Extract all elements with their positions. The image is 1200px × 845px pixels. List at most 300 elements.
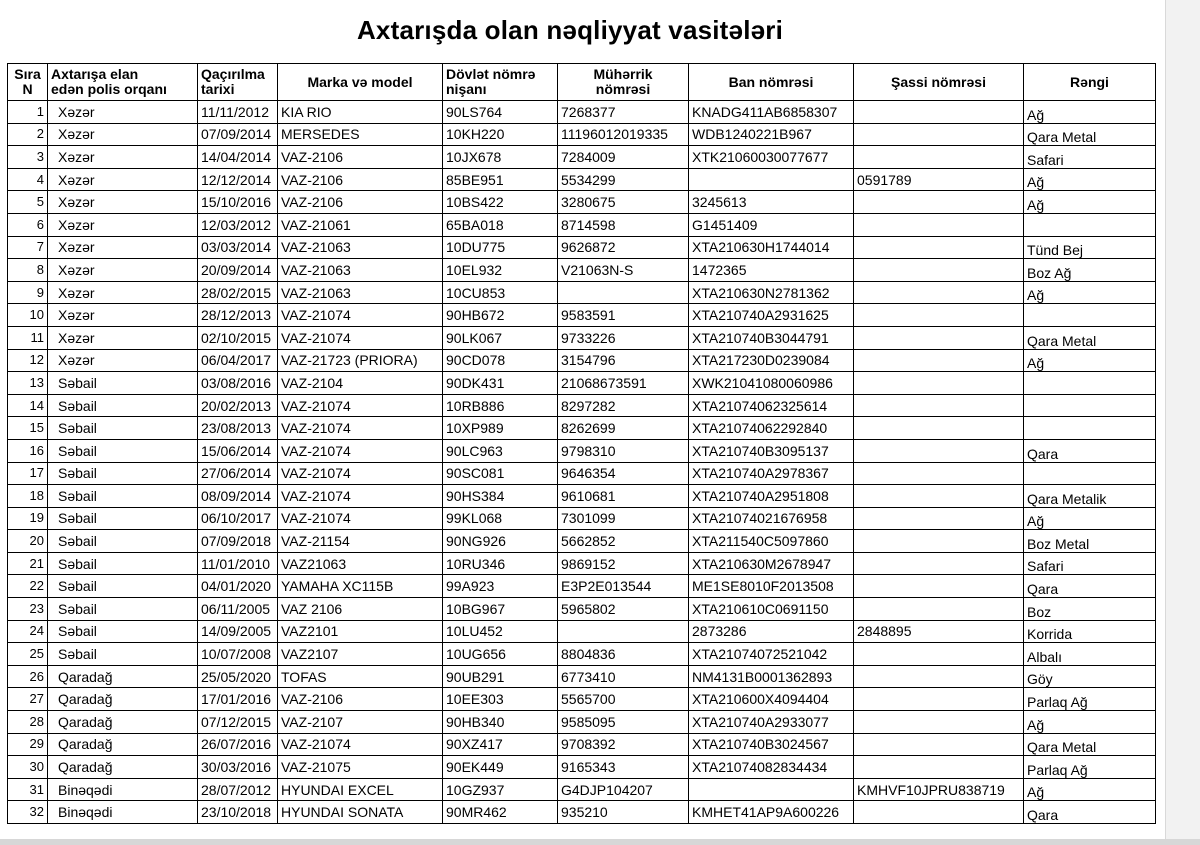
cell-make-model: VAZ-21061 [278, 213, 443, 236]
cell-chassis-number [854, 801, 1024, 824]
cell-color: Parlaq Ağ [1024, 756, 1156, 779]
table-row [8, 168, 1156, 191]
cell-engine-number: 9585095 [558, 711, 689, 734]
cell-plate-number: 10JX678 [443, 146, 558, 169]
col-header-body-number: Ban nömrəsi [689, 64, 854, 101]
wanted-vehicles-table [7, 63, 1156, 824]
cell-chassis-number [854, 665, 1024, 688]
cell-engine-number: 9583591 [558, 304, 689, 327]
cell-theft-date: 14/09/2005 [198, 620, 278, 643]
cell-body-number: XTA21074062292840 [689, 417, 854, 440]
cell-chassis-number [854, 372, 1024, 395]
cell-theft-date: 28/12/2013 [198, 304, 278, 327]
cell-number: 28 [8, 711, 48, 734]
cell-chassis-number [854, 101, 1024, 124]
cell-theft-date: 04/01/2020 [198, 575, 278, 598]
cell-plate-number: 10UG656 [443, 643, 558, 666]
table-row [8, 756, 1156, 779]
cell-body-number: XTA21074072521042 [689, 643, 854, 666]
cell-make-model: VAZ 2106 [278, 598, 443, 621]
cell-plate-number: 90HB672 [443, 304, 558, 327]
cell-color: Qara Metal [1024, 326, 1156, 349]
cell-chassis-number [854, 304, 1024, 327]
cell-police-authority: Səbail [48, 372, 198, 395]
cell-engine-number: 7284009 [558, 146, 689, 169]
cell-engine-number: 3154796 [558, 349, 689, 372]
table-row [8, 688, 1156, 711]
cell-body-number: WDB1240221B967 [689, 123, 854, 146]
cell-theft-date: 23/10/2018 [198, 801, 278, 824]
cell-number: 23 [8, 598, 48, 621]
cell-chassis-number [854, 575, 1024, 598]
cell-color [1024, 304, 1156, 327]
cell-plate-number: 90HB340 [443, 711, 558, 734]
cell-body-number: XTA21074082834434 [689, 756, 854, 779]
cell-chassis-number [854, 394, 1024, 417]
cell-engine-number: 5965802 [558, 598, 689, 621]
cell-engine-number: 9646354 [558, 462, 689, 485]
cell-chassis-number [854, 552, 1024, 575]
cell-theft-date: 10/07/2008 [198, 643, 278, 666]
cell-plate-number: 90UB291 [443, 665, 558, 688]
cell-number: 25 [8, 643, 48, 666]
table-row [8, 259, 1156, 282]
cell-plate-number: 90XZ417 [443, 733, 558, 756]
cell-number: 5 [8, 191, 48, 214]
col-header-engine-number: Mühərrik nömrəsi [558, 64, 689, 101]
cell-engine-number: 9733226 [558, 326, 689, 349]
cell-color: Qara [1024, 439, 1156, 462]
cell-engine-number: 5565700 [558, 688, 689, 711]
viewer-scroll-edge [1165, 0, 1200, 845]
cell-chassis-number [854, 191, 1024, 214]
cell-body-number: XTA21074062325614 [689, 394, 854, 417]
table-row [8, 462, 1156, 485]
cell-body-number: G1451409 [689, 213, 854, 236]
cell-engine-number: 7301099 [558, 507, 689, 530]
cell-body-number: KNADG411AB6858307 [689, 101, 854, 124]
cell-theft-date: 14/04/2014 [198, 146, 278, 169]
cell-chassis-number: KMHVF10JPRU838719 [854, 778, 1024, 801]
cell-police-authority: Səbail [48, 552, 198, 575]
cell-make-model: HYUNDAI EXCEL [278, 778, 443, 801]
cell-body-number: XTA211540C5097860 [689, 530, 854, 553]
cell-color: Boz Metal [1024, 530, 1156, 553]
cell-theft-date: 07/09/2014 [198, 123, 278, 146]
cell-body-number: XTA210600X4094404 [689, 688, 854, 711]
cell-make-model: VAZ-21074 [278, 417, 443, 440]
cell-body-number: XTA210740B3044791 [689, 326, 854, 349]
cell-engine-number: G4DJP104207 [558, 778, 689, 801]
cell-engine-number: 8714598 [558, 213, 689, 236]
cell-color: Qara Metal [1024, 733, 1156, 756]
table-row [8, 281, 1156, 304]
cell-police-authority: Səbail [48, 439, 198, 462]
cell-number: 7 [8, 236, 48, 259]
cell-theft-date: 12/12/2014 [198, 168, 278, 191]
table-row [8, 394, 1156, 417]
cell-color: Ağ [1024, 711, 1156, 734]
cell-plate-number: 10XP989 [443, 417, 558, 440]
table-row [8, 733, 1156, 756]
cell-body-number [689, 778, 854, 801]
cell-number: 15 [8, 417, 48, 440]
cell-engine-number [558, 281, 689, 304]
cell-make-model: VAZ-21075 [278, 756, 443, 779]
cell-theft-date: 11/11/2012 [198, 101, 278, 124]
cell-plate-number: 10EL932 [443, 259, 558, 282]
cell-number: 9 [8, 281, 48, 304]
cell-plate-number: 10LU452 [443, 620, 558, 643]
cell-police-authority: Səbail [48, 462, 198, 485]
cell-number: 29 [8, 733, 48, 756]
cell-color: Ağ [1024, 507, 1156, 530]
cell-plate-number: 90HS384 [443, 485, 558, 508]
cell-make-model: VAZ-2107 [278, 711, 443, 734]
cell-engine-number: 935210 [558, 801, 689, 824]
cell-engine-number: 8297282 [558, 394, 689, 417]
col-header-police-authority: Axtarışa elan edən polis orqanı [48, 64, 198, 101]
cell-body-number: XWK21041080060986 [689, 372, 854, 395]
cell-engine-number: V21063N-S [558, 259, 689, 282]
cell-make-model: VAZ-21063 [278, 281, 443, 304]
cell-make-model: VAZ-21074 [278, 507, 443, 530]
table-row [8, 439, 1156, 462]
cell-theft-date: 15/06/2014 [198, 439, 278, 462]
cell-number: 22 [8, 575, 48, 598]
cell-make-model: VAZ21063 [278, 552, 443, 575]
table-row [8, 620, 1156, 643]
cell-make-model: VAZ-21074 [278, 733, 443, 756]
header-row [8, 64, 1156, 101]
cell-color: Qara Metalik [1024, 485, 1156, 508]
cell-theft-date: 20/02/2013 [198, 394, 278, 417]
cell-engine-number: 9165343 [558, 756, 689, 779]
col-header-plate-number: Dövlət nömrə nişanı [443, 64, 558, 101]
cell-color: Ağ [1024, 168, 1156, 191]
cell-number: 10 [8, 304, 48, 327]
table-row [8, 101, 1156, 124]
cell-color: Ağ [1024, 349, 1156, 372]
table-row [8, 552, 1156, 575]
cell-color: Qara Metal [1024, 123, 1156, 146]
cell-number: 11 [8, 326, 48, 349]
cell-color: Ağ [1024, 281, 1156, 304]
cell-theft-date: 26/07/2016 [198, 733, 278, 756]
cell-police-authority: Binəqədi [48, 778, 198, 801]
cell-number: 21 [8, 552, 48, 575]
cell-number: 17 [8, 462, 48, 485]
cell-make-model: TOFAS [278, 665, 443, 688]
cell-body-number: KMHET41AP9A600226 [689, 801, 854, 824]
cell-plate-number: 10RB886 [443, 394, 558, 417]
cell-police-authority: Qaradağ [48, 756, 198, 779]
cell-theft-date: 07/12/2015 [198, 711, 278, 734]
cell-make-model: VAZ-21074 [278, 485, 443, 508]
table-row [8, 530, 1156, 553]
cell-color: Ağ [1024, 191, 1156, 214]
cell-police-authority: Binəqədi [48, 801, 198, 824]
table-row [8, 349, 1156, 372]
cell-chassis-number [854, 733, 1024, 756]
cell-chassis-number [854, 688, 1024, 711]
cell-number: 4 [8, 168, 48, 191]
cell-color: Ağ [1024, 101, 1156, 124]
cell-plate-number: 90MR462 [443, 801, 558, 824]
cell-color: Safari [1024, 146, 1156, 169]
cell-plate-number: 65BA018 [443, 213, 558, 236]
cell-color [1024, 462, 1156, 485]
cell-plate-number: 99A923 [443, 575, 558, 598]
cell-theft-date: 08/09/2014 [198, 485, 278, 508]
cell-body-number: ME1SE8010F2013508 [689, 575, 854, 598]
cell-chassis-number [854, 643, 1024, 666]
cell-number: 30 [8, 756, 48, 779]
cell-theft-date: 27/06/2014 [198, 462, 278, 485]
cell-color [1024, 213, 1156, 236]
cell-make-model: YAMAHA XC115B [278, 575, 443, 598]
cell-theft-date: 30/03/2016 [198, 756, 278, 779]
cell-police-authority: Xəzər [48, 191, 198, 214]
cell-police-authority: Xəzər [48, 349, 198, 372]
cell-theft-date: 20/09/2014 [198, 259, 278, 282]
cell-plate-number: 85BE951 [443, 168, 558, 191]
cell-make-model: VAZ-2104 [278, 372, 443, 395]
cell-body-number: XTA210630M2678947 [689, 552, 854, 575]
cell-make-model: VAZ-21074 [278, 394, 443, 417]
cell-make-model: VAZ-21063 [278, 259, 443, 282]
cell-body-number: XTA210630H1744014 [689, 236, 854, 259]
cell-theft-date: 02/10/2015 [198, 326, 278, 349]
cell-color [1024, 417, 1156, 440]
cell-police-authority: Səbail [48, 620, 198, 643]
table-row [8, 643, 1156, 666]
table-row [8, 417, 1156, 440]
cell-make-model: VAZ-21074 [278, 326, 443, 349]
cell-chassis-number [854, 417, 1024, 440]
cell-engine-number [558, 620, 689, 643]
cell-number: 12 [8, 349, 48, 372]
cell-engine-number: 8804836 [558, 643, 689, 666]
cell-chassis-number [854, 236, 1024, 259]
cell-theft-date: 06/10/2017 [198, 507, 278, 530]
cell-police-authority: Qaradağ [48, 688, 198, 711]
table-row [8, 598, 1156, 621]
cell-chassis-number [854, 462, 1024, 485]
cell-make-model: VAZ-2106 [278, 191, 443, 214]
cell-plate-number: 90EK449 [443, 756, 558, 779]
cell-police-authority: Xəzər [48, 146, 198, 169]
cell-make-model: VAZ-2106 [278, 688, 443, 711]
cell-color: Qara [1024, 801, 1156, 824]
cell-engine-number: 9869152 [558, 552, 689, 575]
cell-police-authority: Xəzər [48, 168, 198, 191]
cell-color: Korrida [1024, 620, 1156, 643]
cell-body-number: 1472365 [689, 259, 854, 282]
cell-engine-number: 11196012019335 [558, 123, 689, 146]
cell-body-number: 3245613 [689, 191, 854, 214]
cell-engine-number: 6773410 [558, 665, 689, 688]
cell-number: 24 [8, 620, 48, 643]
cell-engine-number: 9708392 [558, 733, 689, 756]
table-body [8, 101, 1156, 824]
table-row [8, 123, 1156, 146]
cell-theft-date: 15/10/2016 [198, 191, 278, 214]
cell-plate-number: 90CD078 [443, 349, 558, 372]
cell-plate-number: 90LC963 [443, 439, 558, 462]
table-row [8, 236, 1156, 259]
cell-chassis-number: 0591789 [854, 168, 1024, 191]
cell-theft-date: 23/08/2013 [198, 417, 278, 440]
cell-color: Qara [1024, 575, 1156, 598]
cell-number: 26 [8, 665, 48, 688]
cell-chassis-number [854, 756, 1024, 779]
cell-body-number: XTA210740A2951808 [689, 485, 854, 508]
table-row [8, 778, 1156, 801]
cell-police-authority: Səbail [48, 485, 198, 508]
cell-body-number: 2873286 [689, 620, 854, 643]
cell-color: Göy [1024, 665, 1156, 688]
cell-body-number: XTA210740A2931625 [689, 304, 854, 327]
cell-number: 13 [8, 372, 48, 395]
cell-number: 18 [8, 485, 48, 508]
cell-police-authority: Xəzər [48, 281, 198, 304]
cell-police-authority: Səbail [48, 575, 198, 598]
cell-theft-date: 25/05/2020 [198, 665, 278, 688]
cell-chassis-number [854, 711, 1024, 734]
cell-engine-number: 21068673591 [558, 372, 689, 395]
cell-chassis-number [854, 213, 1024, 236]
cell-engine-number: 5662852 [558, 530, 689, 553]
cell-police-authority: Qaradağ [48, 711, 198, 734]
cell-color: Ağ [1024, 778, 1156, 801]
table-row [8, 213, 1156, 236]
cell-police-authority: Səbail [48, 530, 198, 553]
cell-number: 14 [8, 394, 48, 417]
cell-theft-date: 06/04/2017 [198, 349, 278, 372]
cell-plate-number: 10DU775 [443, 236, 558, 259]
cell-plate-number: 90LS764 [443, 101, 558, 124]
cell-number: 6 [8, 213, 48, 236]
cell-chassis-number [854, 530, 1024, 553]
cell-color: Albalı [1024, 643, 1156, 666]
cell-police-authority: Səbail [48, 507, 198, 530]
cell-theft-date: 03/08/2016 [198, 372, 278, 395]
table-row [8, 146, 1156, 169]
cell-body-number: XTA210740A2933077 [689, 711, 854, 734]
table-row [8, 575, 1156, 598]
cell-color: Safari [1024, 552, 1156, 575]
cell-make-model: VAZ2101 [278, 620, 443, 643]
table-row [8, 372, 1156, 395]
table-row [8, 801, 1156, 824]
cell-body-number [689, 168, 854, 191]
table-row [8, 304, 1156, 327]
cell-body-number: XTA210630N2781362 [689, 281, 854, 304]
cell-engine-number: 8262699 [558, 417, 689, 440]
cell-body-number: XTK21060030077677 [689, 146, 854, 169]
cell-police-authority: Xəzər [48, 259, 198, 282]
cell-theft-date: 28/07/2012 [198, 778, 278, 801]
document-title: Axtarışda olan nəqliyyat vasitələri [356, 15, 784, 45]
cell-plate-number: 90DK431 [443, 372, 558, 395]
cell-number: 32 [8, 801, 48, 824]
cell-color: Boz Ağ [1024, 259, 1156, 282]
cell-make-model: MERSEDES [278, 123, 443, 146]
cell-plate-number: 10GZ937 [443, 778, 558, 801]
cell-police-authority: Xəzər [48, 326, 198, 349]
col-header-color: Rəngi [1024, 64, 1156, 101]
cell-engine-number: 5534299 [558, 168, 689, 191]
cell-make-model: VAZ-21074 [278, 304, 443, 327]
cell-chassis-number [854, 123, 1024, 146]
cell-chassis-number [854, 439, 1024, 462]
cell-body-number: XTA210740A2978367 [689, 462, 854, 485]
cell-body-number: XTA21074021676958 [689, 507, 854, 530]
cell-plate-number: 90SC081 [443, 462, 558, 485]
cell-body-number: XTA217230D0239084 [689, 349, 854, 372]
cell-chassis-number [854, 507, 1024, 530]
cell-police-authority: Səbail [48, 643, 198, 666]
cell-police-authority: Xəzər [48, 213, 198, 236]
cell-number: 2 [8, 123, 48, 146]
col-header-chassis-number: Şassi nömrəsi [854, 64, 1024, 101]
cell-body-number: NM4131B0001362893 [689, 665, 854, 688]
cell-make-model: VAZ-21074 [278, 462, 443, 485]
cell-police-authority: Xəzər [48, 236, 198, 259]
cell-body-number: XTA210740B3024567 [689, 733, 854, 756]
cell-plate-number: 10RU346 [443, 552, 558, 575]
table-row [8, 665, 1156, 688]
cell-chassis-number [854, 598, 1024, 621]
cell-make-model: VAZ2107 [278, 643, 443, 666]
cell-police-authority: Səbail [48, 394, 198, 417]
cell-make-model: VAZ-21723 (PRIORA) [278, 349, 443, 372]
cell-number: 19 [8, 507, 48, 530]
table-row [8, 326, 1156, 349]
cell-theft-date: 11/01/2010 [198, 552, 278, 575]
cell-make-model: VAZ-21063 [278, 236, 443, 259]
cell-make-model: VAZ-2106 [278, 146, 443, 169]
cell-theft-date: 17/01/2016 [198, 688, 278, 711]
cell-chassis-number: 2848895 [854, 620, 1024, 643]
table-row [8, 711, 1156, 734]
cell-theft-date: 06/11/2005 [198, 598, 278, 621]
cell-make-model: KIA RIO [278, 101, 443, 124]
cell-plate-number: 10EE303 [443, 688, 558, 711]
cell-plate-number: 10BS422 [443, 191, 558, 214]
cell-plate-number: 10CU853 [443, 281, 558, 304]
cell-chassis-number [854, 485, 1024, 508]
col-header-theft-date: Qaçırılma tarixi [198, 64, 278, 101]
cell-number: 27 [8, 688, 48, 711]
cell-police-authority: Xəzər [48, 123, 198, 146]
cell-plate-number: 90LK067 [443, 326, 558, 349]
cell-plate-number: 10BG967 [443, 598, 558, 621]
cell-engine-number: 9610681 [558, 485, 689, 508]
table-row [8, 507, 1156, 530]
cell-make-model: HYUNDAI SONATA [278, 801, 443, 824]
cell-engine-number: E3P2E013544 [558, 575, 689, 598]
cell-chassis-number [854, 326, 1024, 349]
table-row [8, 485, 1156, 508]
cell-police-authority: Xəzər [48, 304, 198, 327]
cell-plate-number: 90NG926 [443, 530, 558, 553]
cell-plate-number: 99KL068 [443, 507, 558, 530]
cell-number: 3 [8, 146, 48, 169]
cell-theft-date: 07/09/2018 [198, 530, 278, 553]
col-header-number: Sıra N [8, 64, 48, 101]
